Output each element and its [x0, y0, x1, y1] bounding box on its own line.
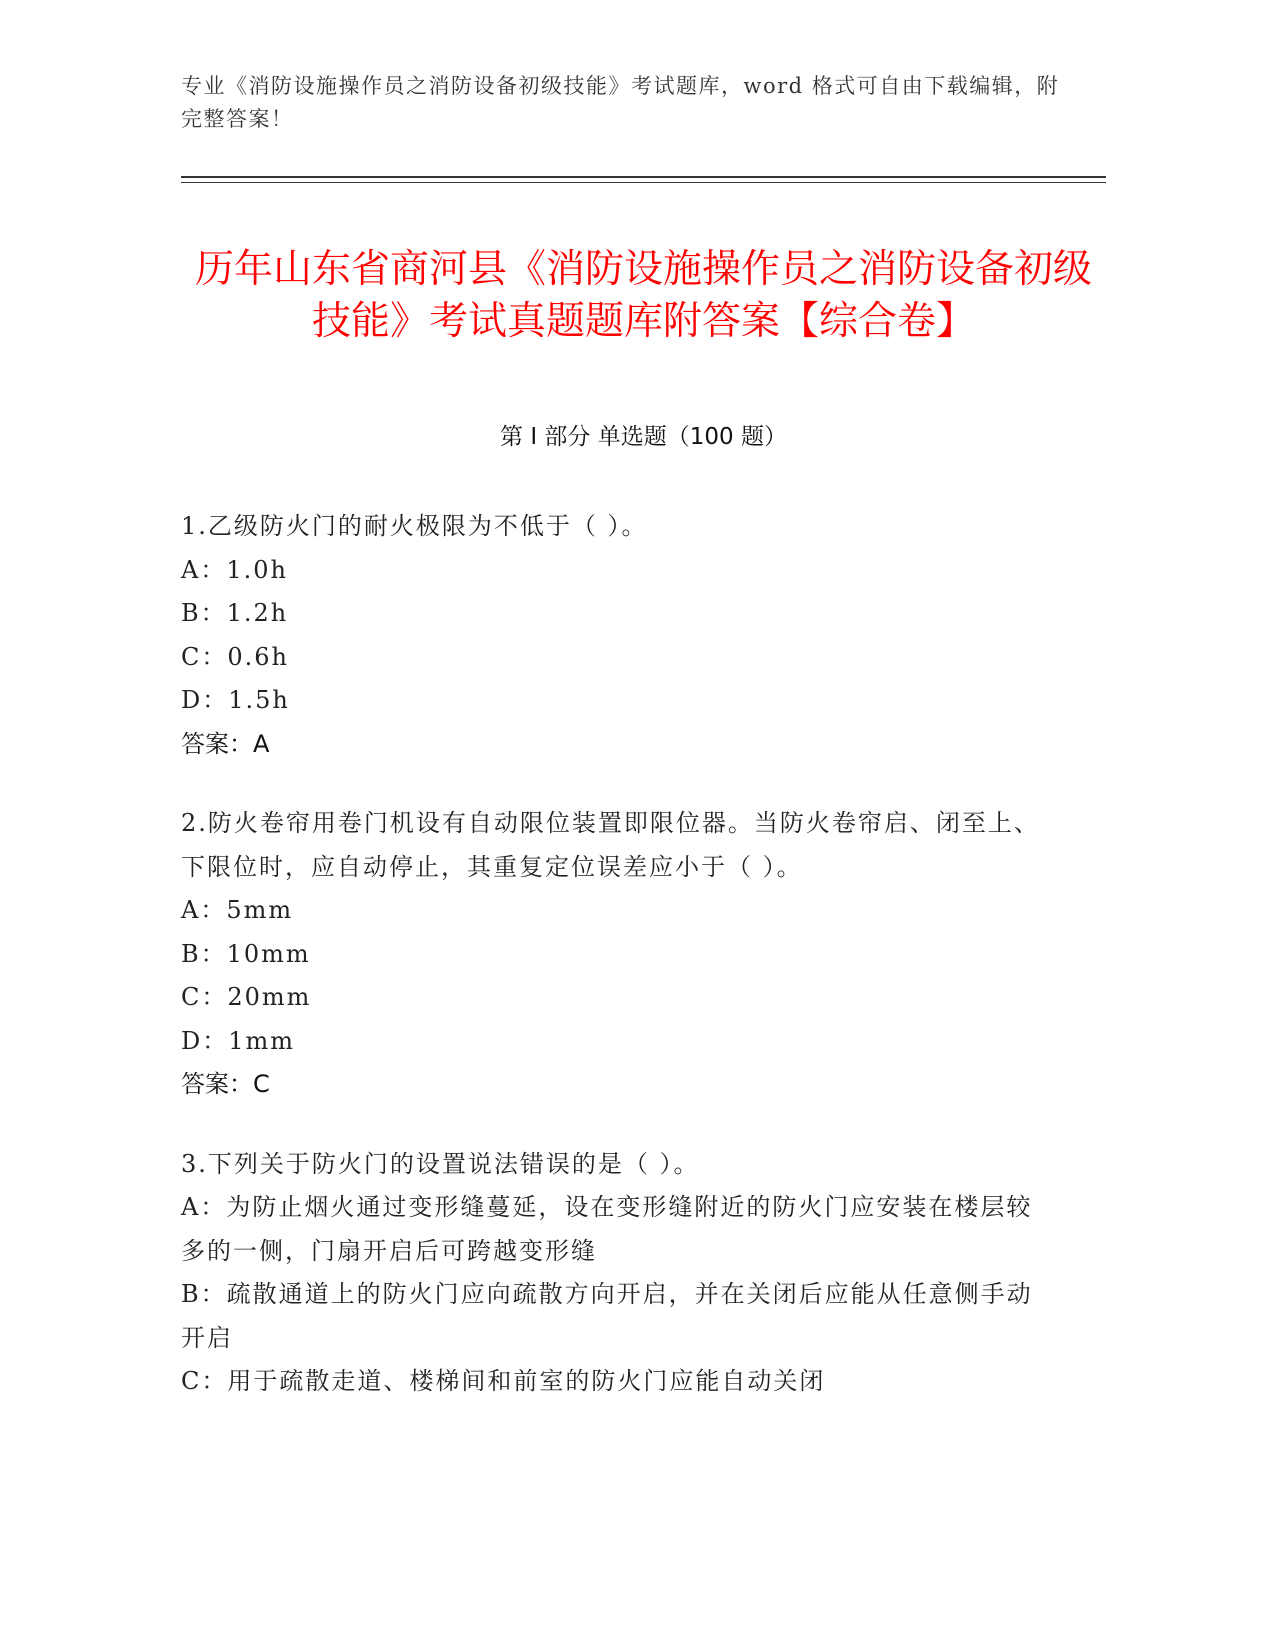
question-list	[181, 505, 1041, 1440]
option-b: B：10mm	[181, 939, 311, 968]
option-a: A：1.0h	[181, 555, 288, 584]
option-c: C：用于疏散走道、楼梯间和前室的防火门应能自动关闭	[181, 1367, 826, 1395]
header-divider-thin	[181, 182, 1106, 183]
option-d: D：1mm	[181, 1026, 296, 1055]
question-2	[181, 802, 1041, 1107]
option-b: B：1.2h	[181, 599, 289, 627]
header-divider-thick	[181, 176, 1106, 178]
option-d: D：1.5h	[181, 686, 290, 714]
header-note: 专业《消防设施操作员之消防设备初级技能》考试题库，word 格式可自由下载编辑，附完整答案！	[181, 74, 1060, 131]
option-c: C：20mm	[181, 983, 312, 1011]
answer-text: 答案：A	[181, 729, 270, 758]
option-a: A：为防止烟火通过变形缝蔓延，设在变形缝附近的防火门应安装在楼层较多的一侧，门扇开启后可跨越变形缝	[181, 1193, 1033, 1265]
question-stem: 1.乙级防火门的耐火极限为不低于（ ）。	[181, 512, 648, 540]
question-1	[181, 505, 1041, 766]
question-stem: 2.防火卷帘用卷门机设有自动限位装置即限位器。当防火卷帘启、闭至上、下限位时，应自动停止，其重复定位误差应小于（ ）。	[181, 809, 1040, 881]
option-c: C：0.6h	[181, 642, 289, 671]
section-heading: 第 I 部分 单选题（100 题）	[500, 424, 787, 450]
question-3	[181, 1143, 1041, 1404]
option-a: A：5mm	[181, 896, 294, 924]
document-title: 历年山东省商河县《消防设施操作员之消防设备初级技能》考试真题题库附答案【综合卷】	[194, 247, 1092, 345]
answer-text: 答案：C	[181, 1070, 270, 1098]
option-b: B：疏散通道上的防火门应向疏散方向开启，并在关闭后应能从任意侧手动开启	[181, 1280, 1033, 1352]
question-stem: 3.下列关于防火门的设置说法错误的是（ ）。	[181, 1149, 700, 1178]
